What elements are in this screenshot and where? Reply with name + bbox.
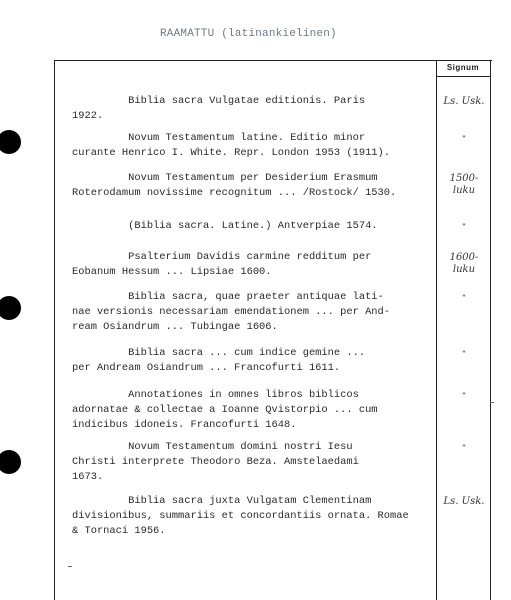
catalog-entry <box>72 250 408 280</box>
signum-header-rule <box>436 76 490 77</box>
entry-line: curante Henrico I. White. Repr. London 1953 (1911). <box>72 147 391 159</box>
entry-signum: " <box>462 349 466 359</box>
entry-line: (Biblia sacra. Latine.) Antverpiae 1574. <box>72 220 378 232</box>
entry-line: & Tornaci 1956. <box>72 525 166 537</box>
entry-line: indicibus idoneis. Francofurti 1648. <box>72 419 297 431</box>
catalog-entry <box>72 346 408 376</box>
catalog-entry <box>72 219 408 234</box>
top-rule <box>54 60 492 61</box>
catalog-entry <box>72 440 408 485</box>
entry-line: Eobanum Hessum ... Lipsiae 1600. <box>72 266 272 278</box>
entry-line: 1922. <box>72 110 104 122</box>
entry-signum: 1500-luku <box>449 173 479 196</box>
entry-line: Psalterium Davidis carmine redditum per <box>72 251 372 263</box>
catalog-entry <box>72 94 408 124</box>
right-rule <box>490 60 491 600</box>
entry-signum: " <box>462 443 466 453</box>
entry-line: Novum Testamentum latine. Editio minor <box>72 132 366 144</box>
entry-line: ream Osiandrum ... Tubingae 1606. <box>72 321 278 333</box>
signum-column-rule <box>436 60 437 600</box>
entry-signum: " <box>462 293 466 303</box>
catalog-entry <box>72 290 408 335</box>
catalog-entry <box>72 131 408 161</box>
entry-line: nae versionis necessariam emendationem ... per And- <box>72 306 391 318</box>
catalog-entry <box>72 388 408 433</box>
entry-line: Biblia sacra Vulgatae editionis. Paris <box>72 95 366 107</box>
left-rule <box>54 60 55 600</box>
entry-line: Roterodamum novissime recognitum ... /Rostock/ 1530. <box>72 187 397 199</box>
entry-line: Christi interprete Theodoro Beza. Amstelaedami <box>72 456 359 468</box>
entry-line: Novum Testamentum domini nostri Iesu <box>72 441 353 453</box>
entry-line: Annotationes in omnes libros biblicos <box>72 389 359 401</box>
entry-signum: Ls. Usk. <box>443 496 485 507</box>
entry-line: divisionibus, summariis et concordantiis ornata. Romae <box>72 510 409 522</box>
entry-signum: " <box>462 134 466 144</box>
entry-line: per Andream Osiandrum ... Francofurti 1611. <box>72 362 341 374</box>
margin-mark <box>490 402 494 403</box>
punch-hole <box>0 450 21 474</box>
entry-signum: 1600-luku <box>449 252 479 275</box>
card-heading: RAAMATTU (latinankielinen) <box>160 28 337 40</box>
margin-mark <box>68 566 72 567</box>
entry-signum: " <box>462 391 466 401</box>
punch-hole <box>0 130 21 154</box>
entry-line: Novum Testamentum per Desiderium Erasmum <box>72 172 378 184</box>
entry-line: Biblia sacra ... cum indice gemine ... <box>72 347 366 359</box>
catalog-entry <box>72 171 408 201</box>
entry-line: Biblia sacra, quae praeter antiquae lati- <box>72 291 384 303</box>
punch-hole <box>0 296 21 320</box>
entry-line: 1673. <box>72 471 104 483</box>
entry-signum: " <box>462 222 466 232</box>
entry-signum: Ls. Usk. <box>443 96 485 107</box>
entry-line: Biblia sacra juxta Vulgatam Clementinam <box>72 495 372 507</box>
catalog-entry <box>72 494 408 539</box>
signum-header: Signum <box>446 63 480 72</box>
entry-line: adornatae & collectae a Ioanne Qvistorpio ... cum <box>72 404 378 416</box>
